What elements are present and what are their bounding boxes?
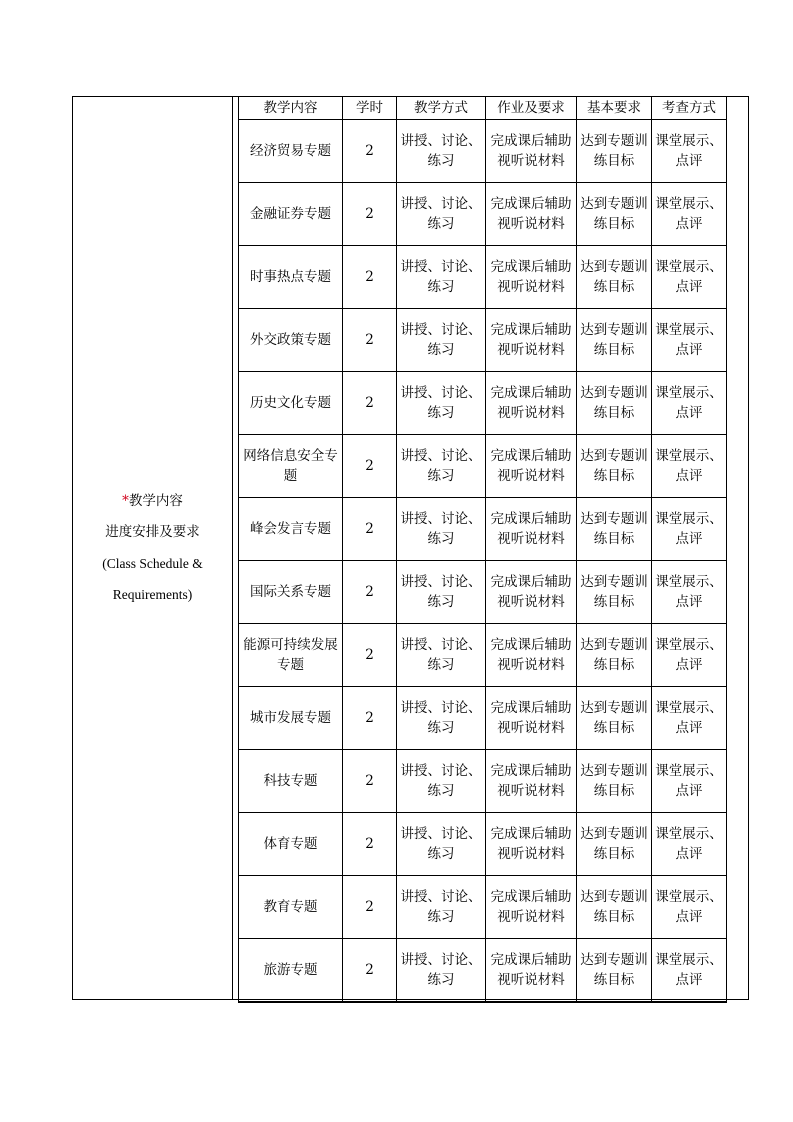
cell-topic: 教育专题 [239,876,343,939]
cell-basic: 达到专题训练目标 [577,750,652,813]
table-row [239,687,727,750]
cell-assess: 课堂展示、点评 [652,624,727,687]
cell-method: 讲授、讨论、练习 [397,687,486,750]
cell-assess: 课堂展示、点评 [652,939,727,1003]
cell-topic: 历史文化专题 [239,372,343,435]
header-homework: 作业及要求 [486,97,577,120]
cell-homework: 完成课后辅助视听说材料 [486,498,577,561]
cell-assess: 课堂展示、点评 [652,246,727,309]
cell-method: 讲授、讨论、练习 [397,183,486,246]
cell-basic: 达到专题训练目标 [577,120,652,183]
header-method: 教学方式 [397,97,486,120]
cell-basic: 达到专题训练目标 [577,183,652,246]
cell-assess: 课堂展示、点评 [652,561,727,624]
cell-hours: 2 [343,687,397,750]
cell-topic: 旅游专题 [239,939,343,1003]
header-hours: 学时 [343,97,397,120]
cell-method: 讲授、讨论、练习 [397,750,486,813]
cell-hours: 2 [343,120,397,183]
table-row [239,372,727,435]
cell-assess: 课堂展示、点评 [652,750,727,813]
cell-topic: 体育专题 [239,813,343,876]
cell-homework: 完成课后辅助视听说材料 [486,309,577,372]
cell-assess: 课堂展示、点评 [652,183,727,246]
schedule-table-frame [72,96,749,1000]
cell-basic: 达到专题训练目标 [577,498,652,561]
cell-topic: 外交政策专题 [239,309,343,372]
table-row [239,120,727,183]
section-label-title: *教学内容 [122,493,183,509]
cell-hours: 2 [343,624,397,687]
cell-topic: 能源可持续发展专题 [239,624,343,687]
cell-basic: 达到专题训练目标 [577,624,652,687]
cell-hours: 2 [343,813,397,876]
table-row [239,246,727,309]
cell-method: 讲授、讨论、练习 [397,624,486,687]
cell-topic: 国际关系专题 [239,561,343,624]
schedule-table [238,97,727,1003]
cell-method: 讲授、讨论、练习 [397,246,486,309]
cell-homework: 完成课后辅助视听说材料 [486,372,577,435]
cell-topic: 网络信息安全专题 [239,435,343,498]
table-row [239,624,727,687]
cell-assess: 课堂展示、点评 [652,876,727,939]
cell-basic: 达到专题训练目标 [577,435,652,498]
cell-homework: 完成课后辅助视听说材料 [486,561,577,624]
cell-hours: 2 [343,750,397,813]
table-row [239,498,727,561]
cell-basic: 达到专题训练目标 [577,813,652,876]
header-assess: 考查方式 [652,97,727,120]
cell-assess: 课堂展示、点评 [652,309,727,372]
cell-hours: 2 [343,246,397,309]
cell-homework: 完成课后辅助视听说材料 [486,876,577,939]
cell-basic: 达到专题训练目标 [577,876,652,939]
table-row [239,750,727,813]
table-body [239,120,727,1003]
cell-homework: 完成课后辅助视听说材料 [486,687,577,750]
cell-homework: 完成课后辅助视听说材料 [486,624,577,687]
cell-hours: 2 [343,561,397,624]
cell-basic: 达到专题训练目标 [577,309,652,372]
cell-method: 讲授、讨论、练习 [397,939,486,1003]
cell-homework: 完成课后辅助视听说材料 [486,750,577,813]
header-basic: 基本要求 [577,97,652,120]
cell-topic: 金融证券专题 [239,183,343,246]
cell-assess: 课堂展示、点评 [652,435,727,498]
cell-method: 讲授、讨论、练习 [397,813,486,876]
cell-topic: 科技专题 [239,750,343,813]
table-row [239,939,727,1003]
cell-topic: 城市发展专题 [239,687,343,750]
table-row [239,309,727,372]
cell-topic: 时事热点专题 [239,246,343,309]
cell-method: 讲授、讨论、练习 [397,309,486,372]
cell-hours: 2 [343,939,397,1003]
cell-hours: 2 [343,372,397,435]
table-header-row [239,97,727,120]
section-label-english-2: Requirements) [112,587,193,602]
cell-homework: 完成课后辅助视听说材料 [486,120,577,183]
table-row [239,183,727,246]
cell-assess: 课堂展示、点评 [652,813,727,876]
table-row [239,561,727,624]
required-star: * [122,493,129,509]
cell-method: 讲授、讨论、练习 [397,498,486,561]
cell-homework: 完成课后辅助视听说材料 [486,435,577,498]
cell-assess: 课堂展示、点评 [652,687,727,750]
cell-assess: 课堂展示、点评 [652,498,727,561]
table-row [239,435,727,498]
cell-hours: 2 [343,183,397,246]
cell-basic: 达到专题训练目标 [577,687,652,750]
cell-method: 讲授、讨论、练习 [397,372,486,435]
table-row [239,813,727,876]
cell-homework: 完成课后辅助视听说材料 [486,246,577,309]
section-label-cell [73,97,233,999]
header-topic: 教学内容 [239,97,343,120]
cell-method: 讲授、讨论、练习 [397,120,486,183]
cell-hours: 2 [343,876,397,939]
cell-basic: 达到专题训练目标 [577,939,652,1003]
cell-homework: 完成课后辅助视听说材料 [486,183,577,246]
cell-topic: 经济贸易专题 [239,120,343,183]
section-label-english-1: (Class Schedule & [102,556,203,571]
section-label-subtitle: 进度安排及要求 [105,524,200,540]
cell-hours: 2 [343,498,397,561]
cell-basic: 达到专题训练目标 [577,372,652,435]
cell-method: 讲授、讨论、练习 [397,561,486,624]
cell-method: 讲授、讨论、练习 [397,876,486,939]
cell-basic: 达到专题训练目标 [577,561,652,624]
cell-hours: 2 [343,435,397,498]
cell-basic: 达到专题训练目标 [577,246,652,309]
cell-method: 讲授、讨论、练习 [397,435,486,498]
cell-homework: 完成课后辅助视听说材料 [486,813,577,876]
table-row [239,876,727,939]
cell-assess: 课堂展示、点评 [652,372,727,435]
cell-assess: 课堂展示、点评 [652,120,727,183]
cell-topic: 峰会发言专题 [239,498,343,561]
cell-hours: 2 [343,309,397,372]
cell-homework: 完成课后辅助视听说材料 [486,939,577,1003]
